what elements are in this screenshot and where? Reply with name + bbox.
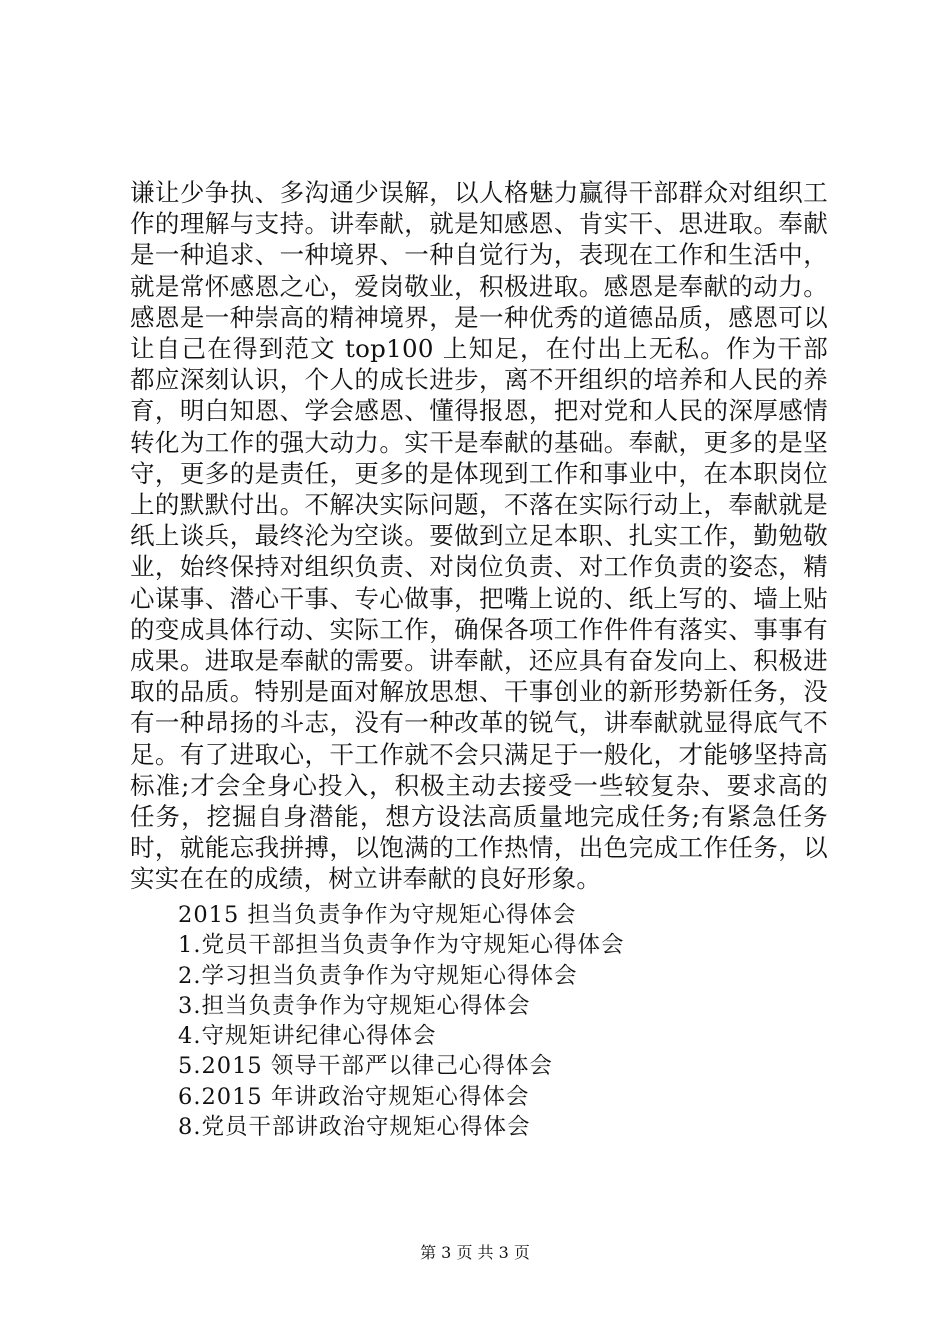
related-heading: 2015 担当负责争作为守规矩心得体会 [178, 902, 577, 928]
related-item: 6.2015 年讲政治守规矩心得体会 [178, 1083, 530, 1110]
related-item: 5.2015 领导干部严以律己心得体会 [178, 1053, 553, 1080]
related-item: 8.党员干部讲政治守规矩心得体会 [178, 1114, 531, 1141]
related-item: 4.守规矩讲纪律心得体会 [178, 1023, 437, 1050]
related-articles-list [178, 900, 624, 1142]
related-item: 2.学习担当负责争作为守规矩心得体会 [178, 962, 578, 989]
page-number-footer: 第 3 页 共 3 页 [420, 1243, 530, 1262]
body-paragraph: 谦让少争执、多沟通少误解，以人格魅力赢得干部群众对组织工作的理解与支持。讲奉献，就是知感恩、肯实干、思进取。奉献是一种追求、一种境界、一种自觉行为，表现在工作和生活中，就是常怀感恩之心，爱岗敬业，积极进取。感恩是奉献的动力。感恩是一种崇高的精神境界，是一种优秀的道德品质，感恩可以让自己在得到范文 top100 上知足，在付出上无私。作为干部都应深刻认识，个人的成长进步，离不开组织的培养和人民的养育，明白知恩、学会感恩、懂得报恩，把对党和人民的深厚感情转化为工作的强大动力。实干是奉献的基础。奉献，更多的是坚守，更多的是责任，更多的是体现到工作和事业中，在本职岗位上的默默付出。不解决实际问题，不落在实际行动上，奉献就是纸上谈兵，最终沦为空谈。要做到立足本职、扎实工作，勤勉敬业，始终保持对组织负责、对岗位负责、对工作负责的姿态，精心谋事、潜心干事、专心做事，把嘴上说的、纸上写的、墙上贴的变成具体行动、实际工作，确保各项工作件件有落实、事事有成果。进取是奉献的需要。讲奉献，还应具有奋发向上、积极进取的品质。特别是面对解放思想、干事创业的新形势新任务，没有一种昂扬的斗志，没有一种改革的锐气，讲奉献就显得底气不足。有了进取心，干工作就不会只满足于一般化，才能够坚持高标准;才会全身心投入，积极主动去接受一些较复杂、要求高的任务，挖掘自身潜能，想方设法高质量地完成任务;有紧急任务时，就能忘我拼搏，以饱满的工作热情，出色完成工作任务，以实实在在的成绩，树立讲奉献的良好形象。 [130, 178, 828, 894]
related-item: 1.党员干部担当负责争作为守规矩心得体会 [178, 932, 625, 959]
related-item: 3.担当负责争作为守规矩心得体会 [178, 992, 531, 1019]
